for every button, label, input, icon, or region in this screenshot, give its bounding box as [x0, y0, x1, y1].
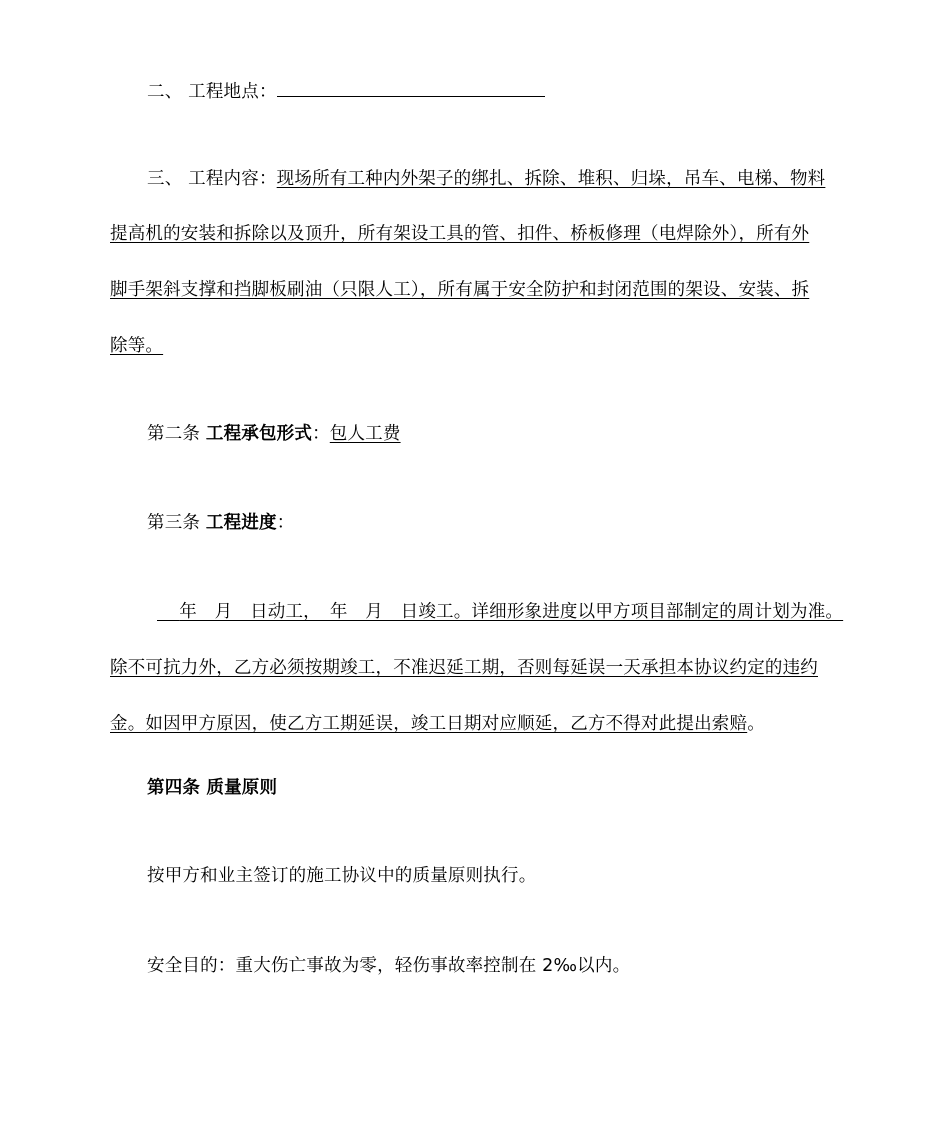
- schedule-line-2: 除不可抗力外，乙方必须按期竣工，不准迟延工期，否则每延误一天承担本协议约定的违约: [110, 658, 818, 678]
- article-2-prefix: 第二条: [147, 424, 206, 444]
- item-3-content-line-3: 脚手架斜支撑和挡脚板刷油（只限人工），所有属于安全防护和封闭范围的架设、安装、拆: [110, 280, 810, 300]
- item-2-location: [147, 78, 545, 104]
- item-2-label: 二、 工程地点：: [147, 82, 277, 102]
- schedule-text-3-end: 。: [747, 714, 765, 734]
- safety-target-paragraph: 安全目的：重大伤亡事故为零，轻伤事故率控制在 2‰以内。: [147, 956, 631, 976]
- article-3-colon: ：: [276, 513, 295, 533]
- article-3: [147, 511, 294, 535]
- schedule-line-3: [110, 712, 765, 736]
- schedule-text-1: 年 月 日动工， 年 月 日竣工。详细形象进度以甲方项目部制定的周计划为准。: [179, 602, 844, 622]
- article-2-value: 包人工费: [329, 424, 401, 444]
- article-4-title: 第四条 质量原则: [147, 778, 278, 798]
- article-2: [147, 422, 401, 446]
- article-2-title: 工程承包形式: [205, 424, 313, 444]
- item-3-text-1: 现场所有工种内外架子的绑扎、拆除、堆积、归垛，吊车、电梯、物料: [276, 169, 826, 189]
- item-3-label: 三、 工程内容：: [147, 169, 277, 189]
- article-2-colon: ：: [312, 424, 330, 444]
- item-3-content-line-1: [147, 167, 825, 191]
- schedule-line-1: [157, 600, 843, 624]
- location-blank-line: [277, 78, 545, 97]
- article-3-prefix: 第三条: [147, 513, 206, 533]
- item-3-content-line-2: 提高机的安装和拆除以及顶升，所有架设工具的管、扣件、桥板修理（电焊除外），所有外: [110, 224, 810, 244]
- article-3-title: 工程进度: [205, 513, 277, 533]
- quality-paragraph: 按甲方和业主签订的施工协议中的质量原则执行。: [147, 866, 537, 886]
- item-3-content-line-4: 除等。: [110, 336, 164, 356]
- schedule-text-3: 金。如因甲方原因，使乙方工期延误，竣工日期对应顺延，乙方不得对此提出索赔: [110, 714, 748, 734]
